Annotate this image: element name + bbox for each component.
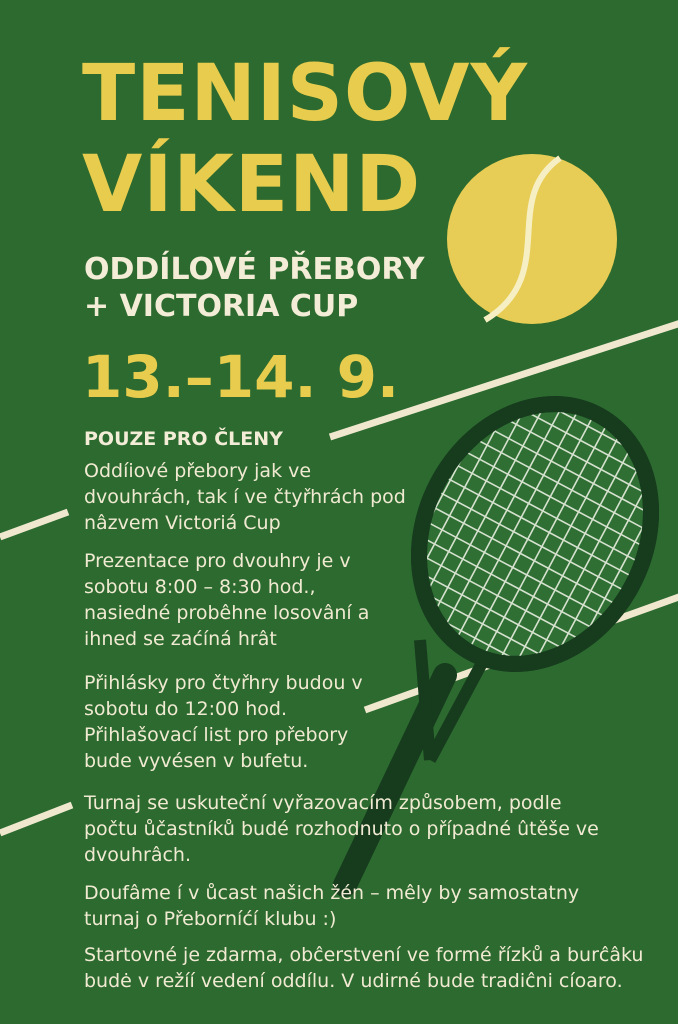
title-line-1: TENISOVÝ bbox=[82, 49, 529, 139]
members-only-label: POUZE PRO ČLENY bbox=[84, 428, 283, 450]
subtitle-line-1: ODDÍLOVÉ PŘEBORY bbox=[84, 252, 425, 287]
paragraph-refreshments: Startovné je zdarma, obĉerstvení ve formé řízků a burĉâku budė v režíí vedení oddílu. V udirné bude tradiĉni cíoaro. bbox=[84, 944, 644, 992]
court-line-lower bbox=[0, 805, 72, 833]
court-line-left bbox=[0, 512, 68, 537]
paragraph-women-tournament: Doufâme í v ůcast našich žén – mêly by samostatny turnaj o Přeborníćí klubu :) bbox=[84, 882, 580, 930]
paragraph-registration-doubles: Přihlásky pro čtyřhry budou v sobotu do 12:00 hod. Přihlašovací list pro přebory bude vyvésen v bufetu. bbox=[84, 672, 363, 772]
title-line-2: VÍKEND bbox=[82, 140, 422, 230]
paragraph-format: Oddíiové přebory jak ve dvouhrách, tak í ve čtyřhrách pod nâzvem Victoriá Cup bbox=[84, 460, 406, 534]
paragraph-tournament-format: Turnaj se uskuteční vyřazovacím způsobem, podle počtu ůčastníků budé rozhodnuto o případné ûtěše ve dvouhrâch. bbox=[84, 792, 599, 866]
paragraph-registration-singles: Prezentace pro dvouhry je v sobotu 8:00 – 8:30 hod., nasiedné probêhne losovâní a ihned se zaćíná hrât bbox=[84, 550, 370, 650]
subtitle-line-2: + VICTORIA CUP bbox=[84, 289, 359, 324]
tennis-ball-icon bbox=[447, 154, 617, 324]
event-date: 13.–14. 9. bbox=[82, 343, 400, 411]
